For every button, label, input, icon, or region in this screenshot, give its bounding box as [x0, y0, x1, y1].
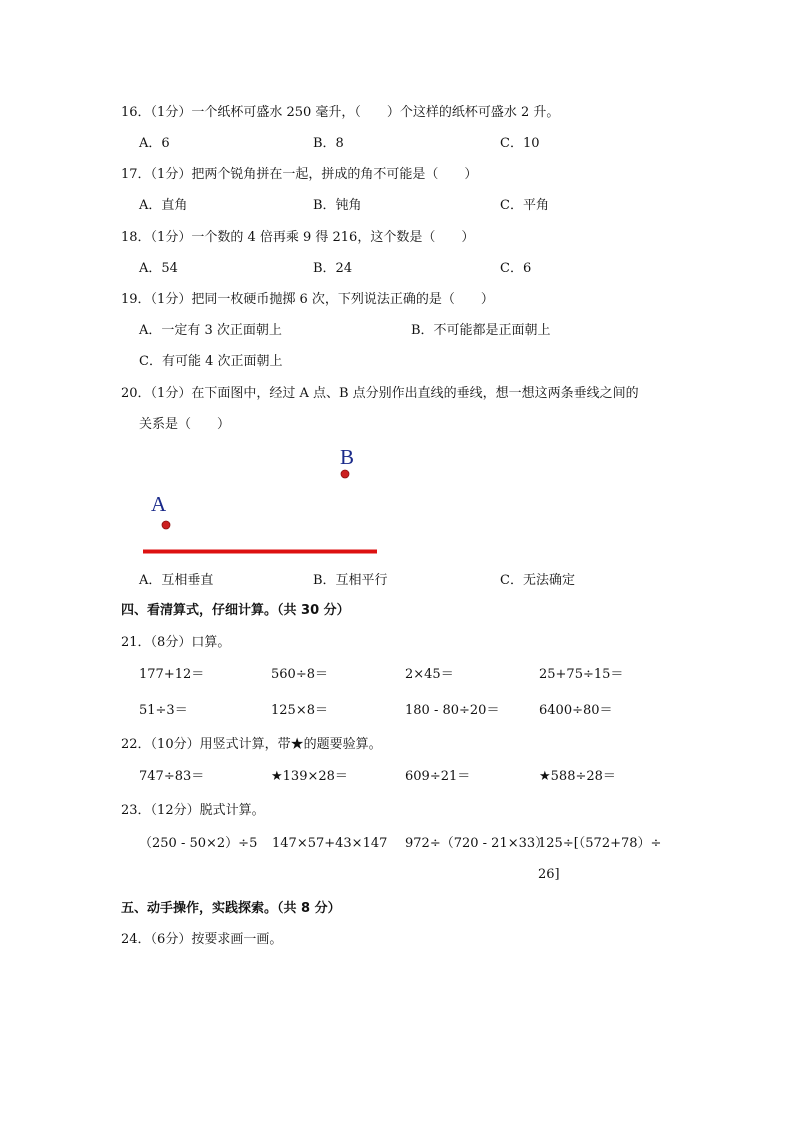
q19-option-c: C．有可能 4 次正面朝上	[139, 354, 283, 369]
q23-item: 125÷[（572+78）÷	[538, 836, 662, 851]
q20-stem-line2: 关系是（ ）	[139, 417, 231, 432]
q16-option-c: C．10	[500, 136, 540, 151]
figure-label-b: B	[340, 445, 355, 469]
q21-item: 180 - 80÷20＝	[405, 703, 500, 718]
q21-item: 2×45＝	[405, 667, 454, 682]
q22-item: ★139×28＝	[271, 769, 348, 784]
q16-stem: 16．（1分）一个纸杯可盛水 250 毫升，（ ）个这样的纸杯可盛水 2 升。	[121, 105, 560, 120]
q23-item: （250 - 50×2）÷5	[139, 836, 258, 851]
q18-stem: 18．（1分）一个数的 4 倍再乘 9 得 216，这个数是（ ）	[121, 230, 475, 245]
q16-option-b: B．8	[313, 136, 344, 151]
q22-stem: 22．（10分）用竖式计算，带★的题要验算。	[121, 737, 382, 752]
q17-stem: 17．（1分）把两个锐角拼在一起，拼成的角不可能是（ ）	[121, 167, 478, 182]
q23-item: 147×57+43×147	[272, 836, 388, 851]
figure-point-b	[341, 470, 349, 478]
q21-item: 560÷8＝	[271, 667, 328, 682]
q21-item: 125×8＝	[271, 703, 328, 718]
q22-item: 609÷21＝	[405, 769, 471, 784]
q20-figure	[139, 437, 383, 559]
q20-option-a: A．互相垂直	[139, 573, 214, 588]
q21-item: 177+12＝	[139, 667, 205, 682]
q21-item: 6400÷80＝	[539, 703, 613, 718]
q23-item-continued: 26]	[538, 867, 560, 882]
section5-heading: 五、动手操作，实践探索。（共 8 分）	[121, 901, 341, 916]
q18-option-b: B．24	[313, 261, 353, 276]
q16-option-a: A．6	[139, 136, 170, 151]
figure-label-a: A	[151, 492, 167, 516]
q21-stem: 21．（8分）口算。	[121, 635, 231, 650]
q20-option-b: B．互相平行	[313, 573, 388, 588]
q19-stem: 19．（1分）把同一枚硬币抛掷 6 次，下列说法正确的是（ ）	[121, 292, 494, 307]
q19-option-a: A．一定有 3 次正面朝上	[139, 323, 282, 338]
q18-option-a: A．54	[139, 261, 178, 276]
section4-heading: 四、看清算式，仔细计算。（共 30 分）	[121, 603, 350, 618]
q21-item: 51÷3＝	[139, 703, 188, 718]
q20-stem-line1: 20．（1分）在下面图中，经过 A 点、B 点分别作出直线的垂线，想一想这两条垂线之间的	[121, 386, 639, 401]
q21-item: 25+75÷15＝	[539, 667, 624, 682]
figure-point-a	[162, 521, 170, 529]
q22-item: 747÷83＝	[139, 769, 205, 784]
q17-option-a: A．直角	[139, 198, 188, 213]
q20-option-c: C．无法确定	[500, 573, 575, 588]
q19-option-b: B．不可能都是正面朝上	[411, 323, 551, 338]
q23-item: 972÷（720 - 21×33）	[405, 836, 549, 851]
q24-stem: 24．（6分）按要求画一画。	[121, 932, 283, 947]
q18-option-c: C．6	[500, 261, 532, 276]
q22-item: ★588÷28＝	[539, 769, 616, 784]
q17-option-b: B．钝角	[313, 198, 362, 213]
q17-option-c: C．平角	[500, 198, 549, 213]
q23-stem: 23．（12分）脱式计算。	[121, 803, 265, 818]
